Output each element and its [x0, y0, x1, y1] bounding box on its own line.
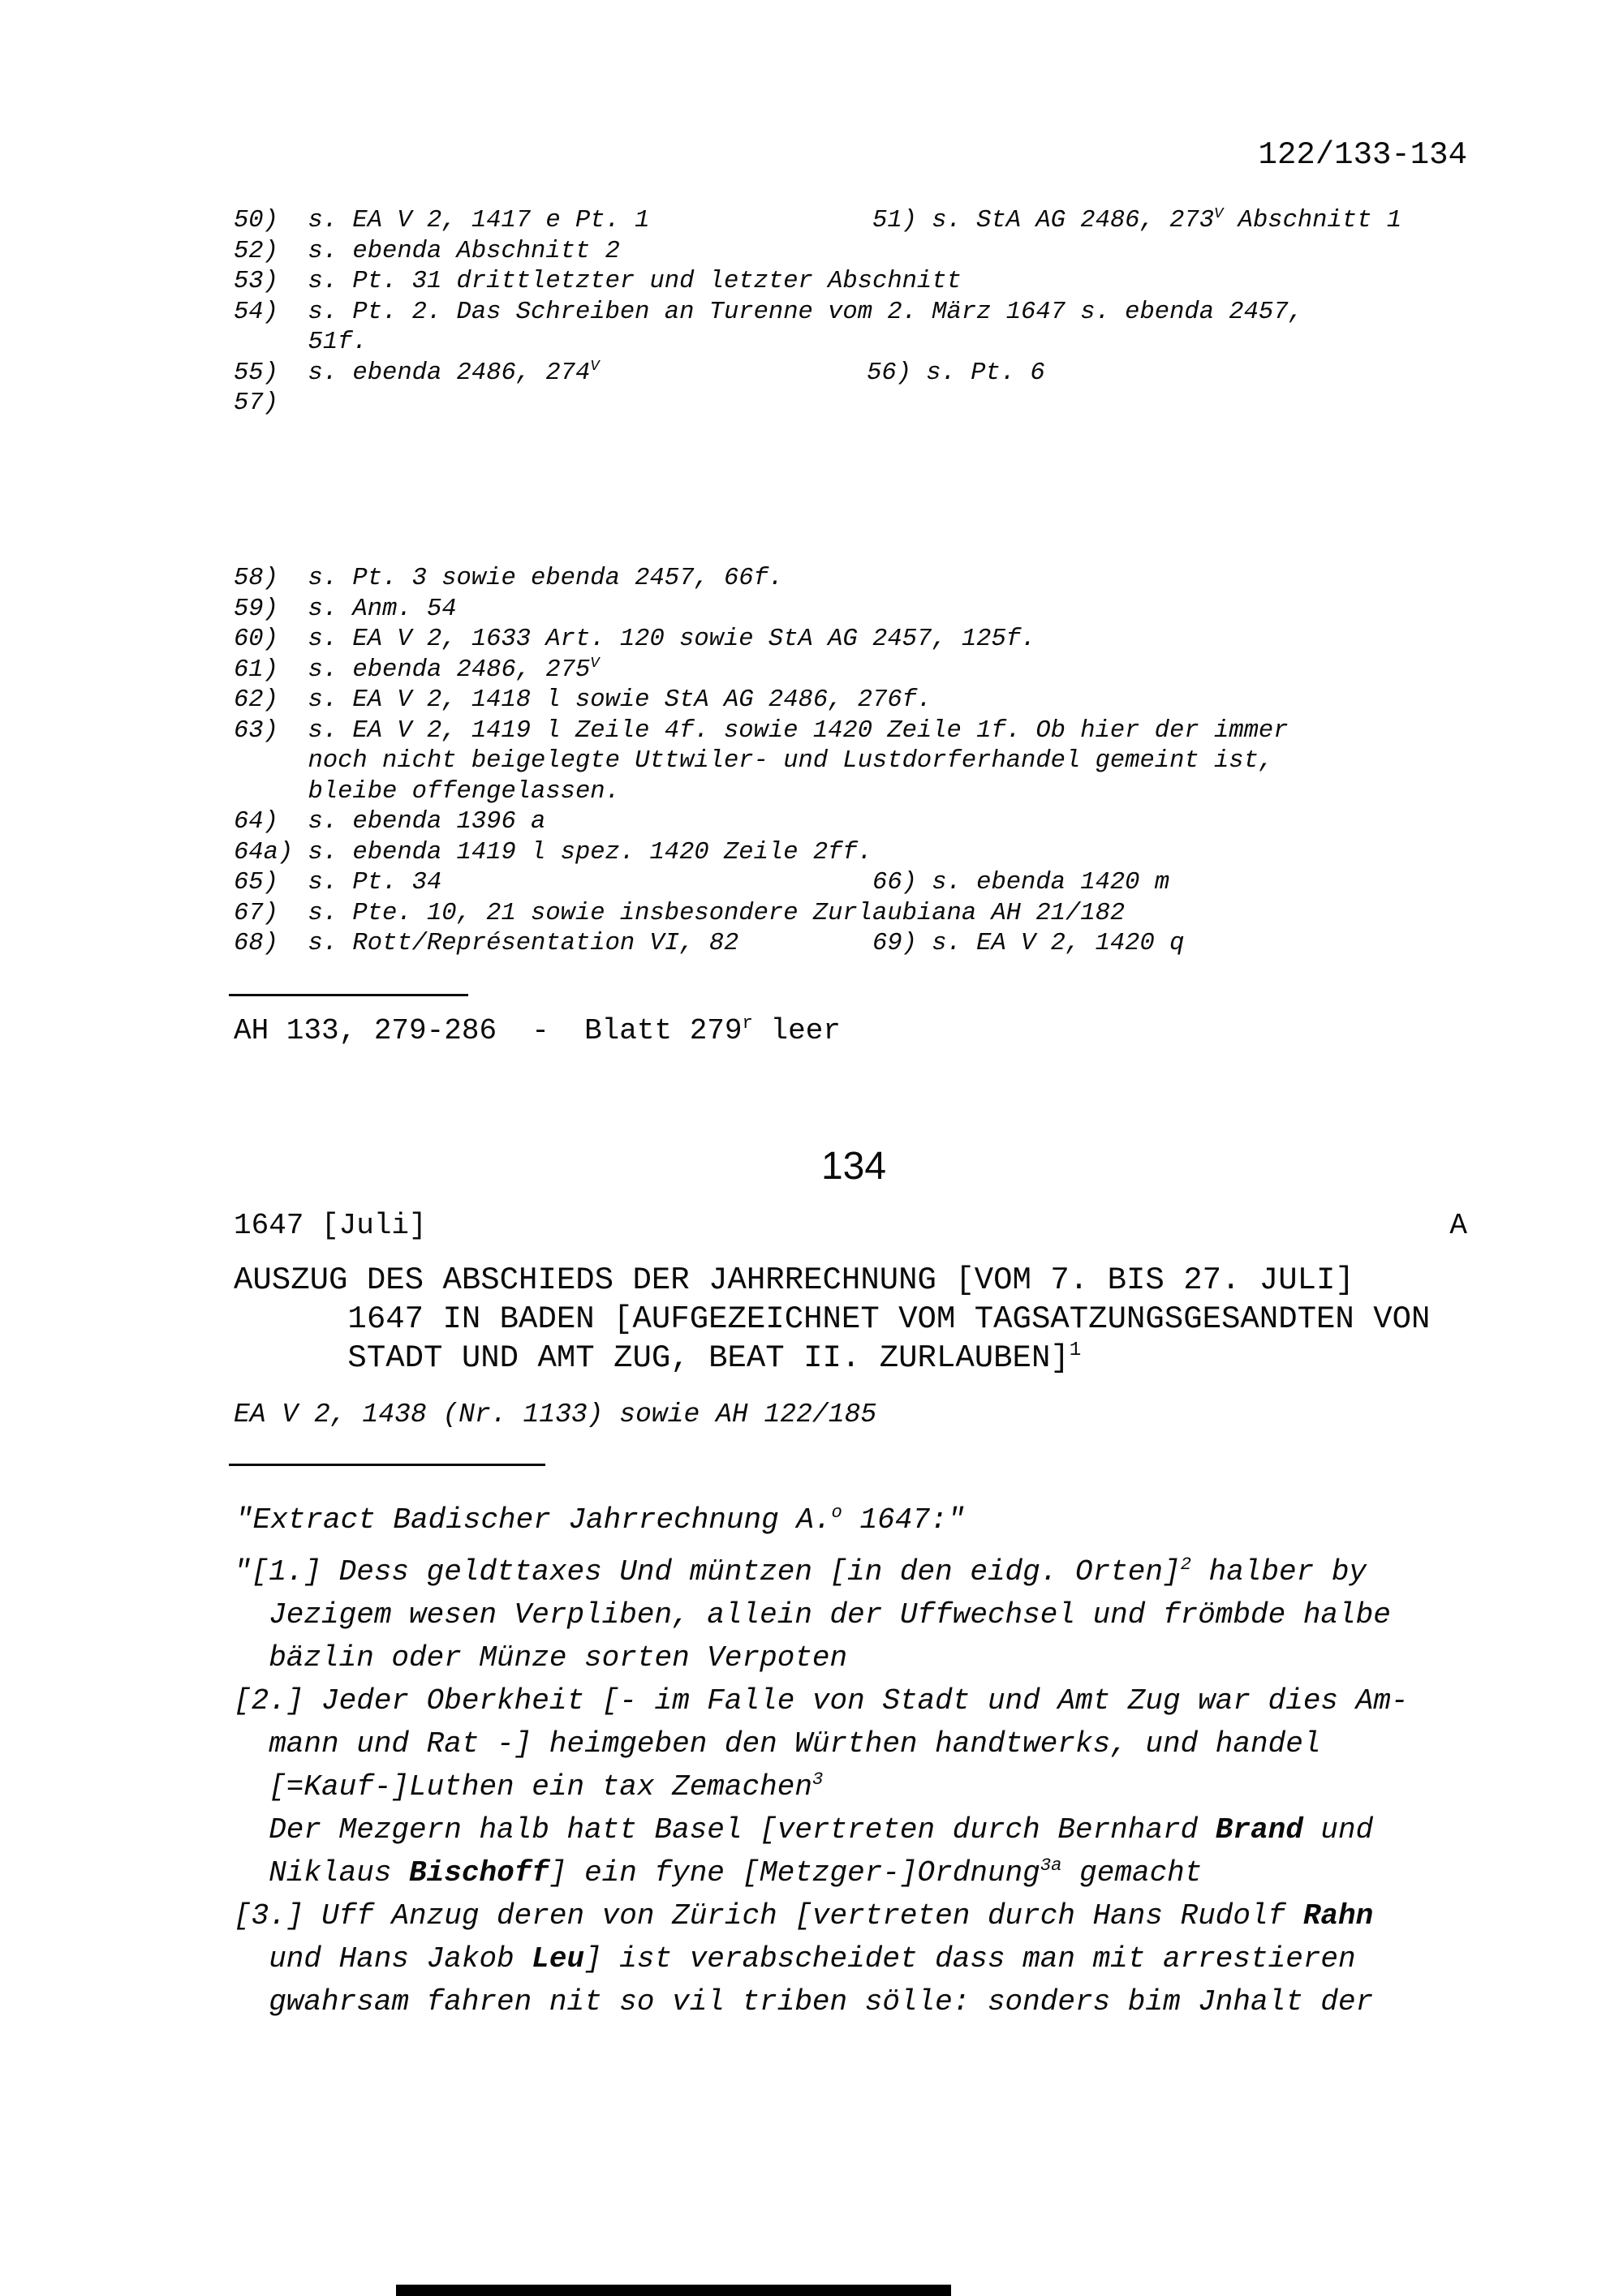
text-line: bleibe offengelassen. — [234, 777, 620, 806]
scan-edge-artifact — [396, 2285, 951, 2296]
text-line: 1647 IN BADEN [AUFGEZEICHNET VOM TAGSATZUNGSGESANDTEN VON — [234, 1301, 1431, 1337]
footnote-separator-rule — [229, 994, 468, 996]
text-line: 61) s. ebenda 2486, $275^V$ — [234, 653, 600, 684]
date-line — [234, 1211, 1467, 1240]
text-line: 64a) s. ebenda 1419 l spez. 1420 Zeile 2ff. — [234, 838, 873, 866]
text-line: 64) s. ebenda 1396 a — [234, 808, 546, 836]
source-reference-line: EA V 2, 1438 (Nr. 1133) sowie AH 122/185 — [234, 1400, 877, 1430]
text-line: 62) s. EA V 2, 1418 l sowie StA AG 2486, 276f. — [234, 686, 932, 714]
text-line: STADT UND AMT ZUG, BEAT II. ZURLAUBEN]$^1$ — [234, 1339, 1082, 1376]
text-line: Niklaus Bischoff] ein fyne [Metzger-]Ordnung$^{3a}$ gemacht — [234, 1855, 1203, 1890]
text-line: Jezigem wesen Verpliben, allein der Uffwechsel und frömbde halbe — [234, 1598, 1391, 1632]
text-line: 58) s. Pt. 3 sowie ebenda 2457, 66f. — [234, 565, 784, 592]
quote-intro-line: "Extract Badischer Jahrrechnung A.$^o$ 1647:" — [235, 1502, 966, 1537]
text-line: 53) s. Pt. 31 drittletzter und letzter Abschnitt — [234, 268, 962, 295]
archive-reference-line: AH 133, 279-286 - Blatt 279$^r$ leer — [234, 1013, 841, 1047]
date-line-year: 1647 [Juli] — [234, 1209, 427, 1242]
text-line: Der Mezgern halb hatt Basel [vertreten durch Bernhard Brand und — [234, 1813, 1374, 1847]
text-line: 52) s. ebenda Abschnitt 2 — [234, 237, 620, 265]
text-line: 54) s. Pt. 2. Das Schreiben an Turenne vom 2. März 1647 s. ebenda 2457, — [234, 298, 1303, 326]
text-line: 50) s. EA V 2, 1417 e Pt. 1 51) s. StA AG 2486, $273^V$ Abschnitt 1 — [234, 204, 1401, 234]
heading-separator-rule — [229, 1464, 545, 1466]
text-line: 59) s. Anm. 54 — [234, 595, 457, 623]
footnote-block-2 — [234, 564, 1289, 960]
text-line: 51f. — [234, 329, 368, 356]
text-line: noch nicht beigelegte Uttwiler- und Lustdorferhandel gemeint ist, — [234, 747, 1274, 775]
footnote-block-1 — [234, 206, 1401, 419]
text-line: AUSZUG DES ABSCHIEDS DER JAHRRECHNUNG [VOM 7. BIS 27. JULI] — [234, 1262, 1354, 1298]
text-line: [=Kauf-]Luthen ein tax Zemachen$^3$ — [234, 1769, 824, 1804]
document-heading — [234, 1261, 1430, 1378]
section-number: 134 — [820, 1145, 887, 1188]
text-line: 55) s. ebenda 2486, $274^V$ 56) s. Pt. 6 — [234, 356, 1045, 387]
text-line: 60) s. EA V 2, 1633 Art. 120 sowie StA AG 2457, 125f. — [234, 626, 1036, 653]
text-line: 57) — [234, 389, 278, 417]
text-line: 63) s. EA V 2, 1419 l Zeile 4f. sowie 1420 Zeile 1f. Ob hier der immer — [234, 716, 1289, 745]
text-line: und Hans Jakob Leu] ist verabscheidet dass man mit arrestieren — [234, 1942, 1356, 1976]
text-line: gwahrsam fahren nit so vil triben sölle: sonders bim Jnhalt der — [234, 1985, 1374, 2019]
document-body-text — [234, 1550, 1408, 2023]
document-version-letter: A — [1449, 1209, 1467, 1242]
text-line: [2.] Jeder Oberkheit [- im Falle von Stadt und Amt Zug war dies Am- — [234, 1684, 1409, 1718]
page-header-reference: 122/133-134 — [1258, 137, 1467, 173]
text-line: "[1.] Dess geldttaxes Und müntzen [in den eidg. Orten]$^2$ halber by — [234, 1554, 1367, 1589]
text-line: bäzlin oder Münze sorten Verpoten — [234, 1641, 848, 1675]
text-line: 67) s. Pte. 10, 21 sowie insbesondere Zurlaubiana AH 21/182 — [234, 899, 1126, 927]
text-line: [3.] Uff Anzug deren von Zürich [vertreten durch Hans Rudolf Rahn — [234, 1899, 1374, 1933]
text-line: 68) s. Rott/Représentation VI, 82 69) s. EA V 2, 1420 q — [234, 930, 1185, 957]
text-line: mann und Rat -] heimgeben den Würthen handtwerks, und handel — [234, 1727, 1321, 1761]
text-line: 65) s. Pt. 34 66) s. ebenda 1420 m — [234, 869, 1170, 896]
